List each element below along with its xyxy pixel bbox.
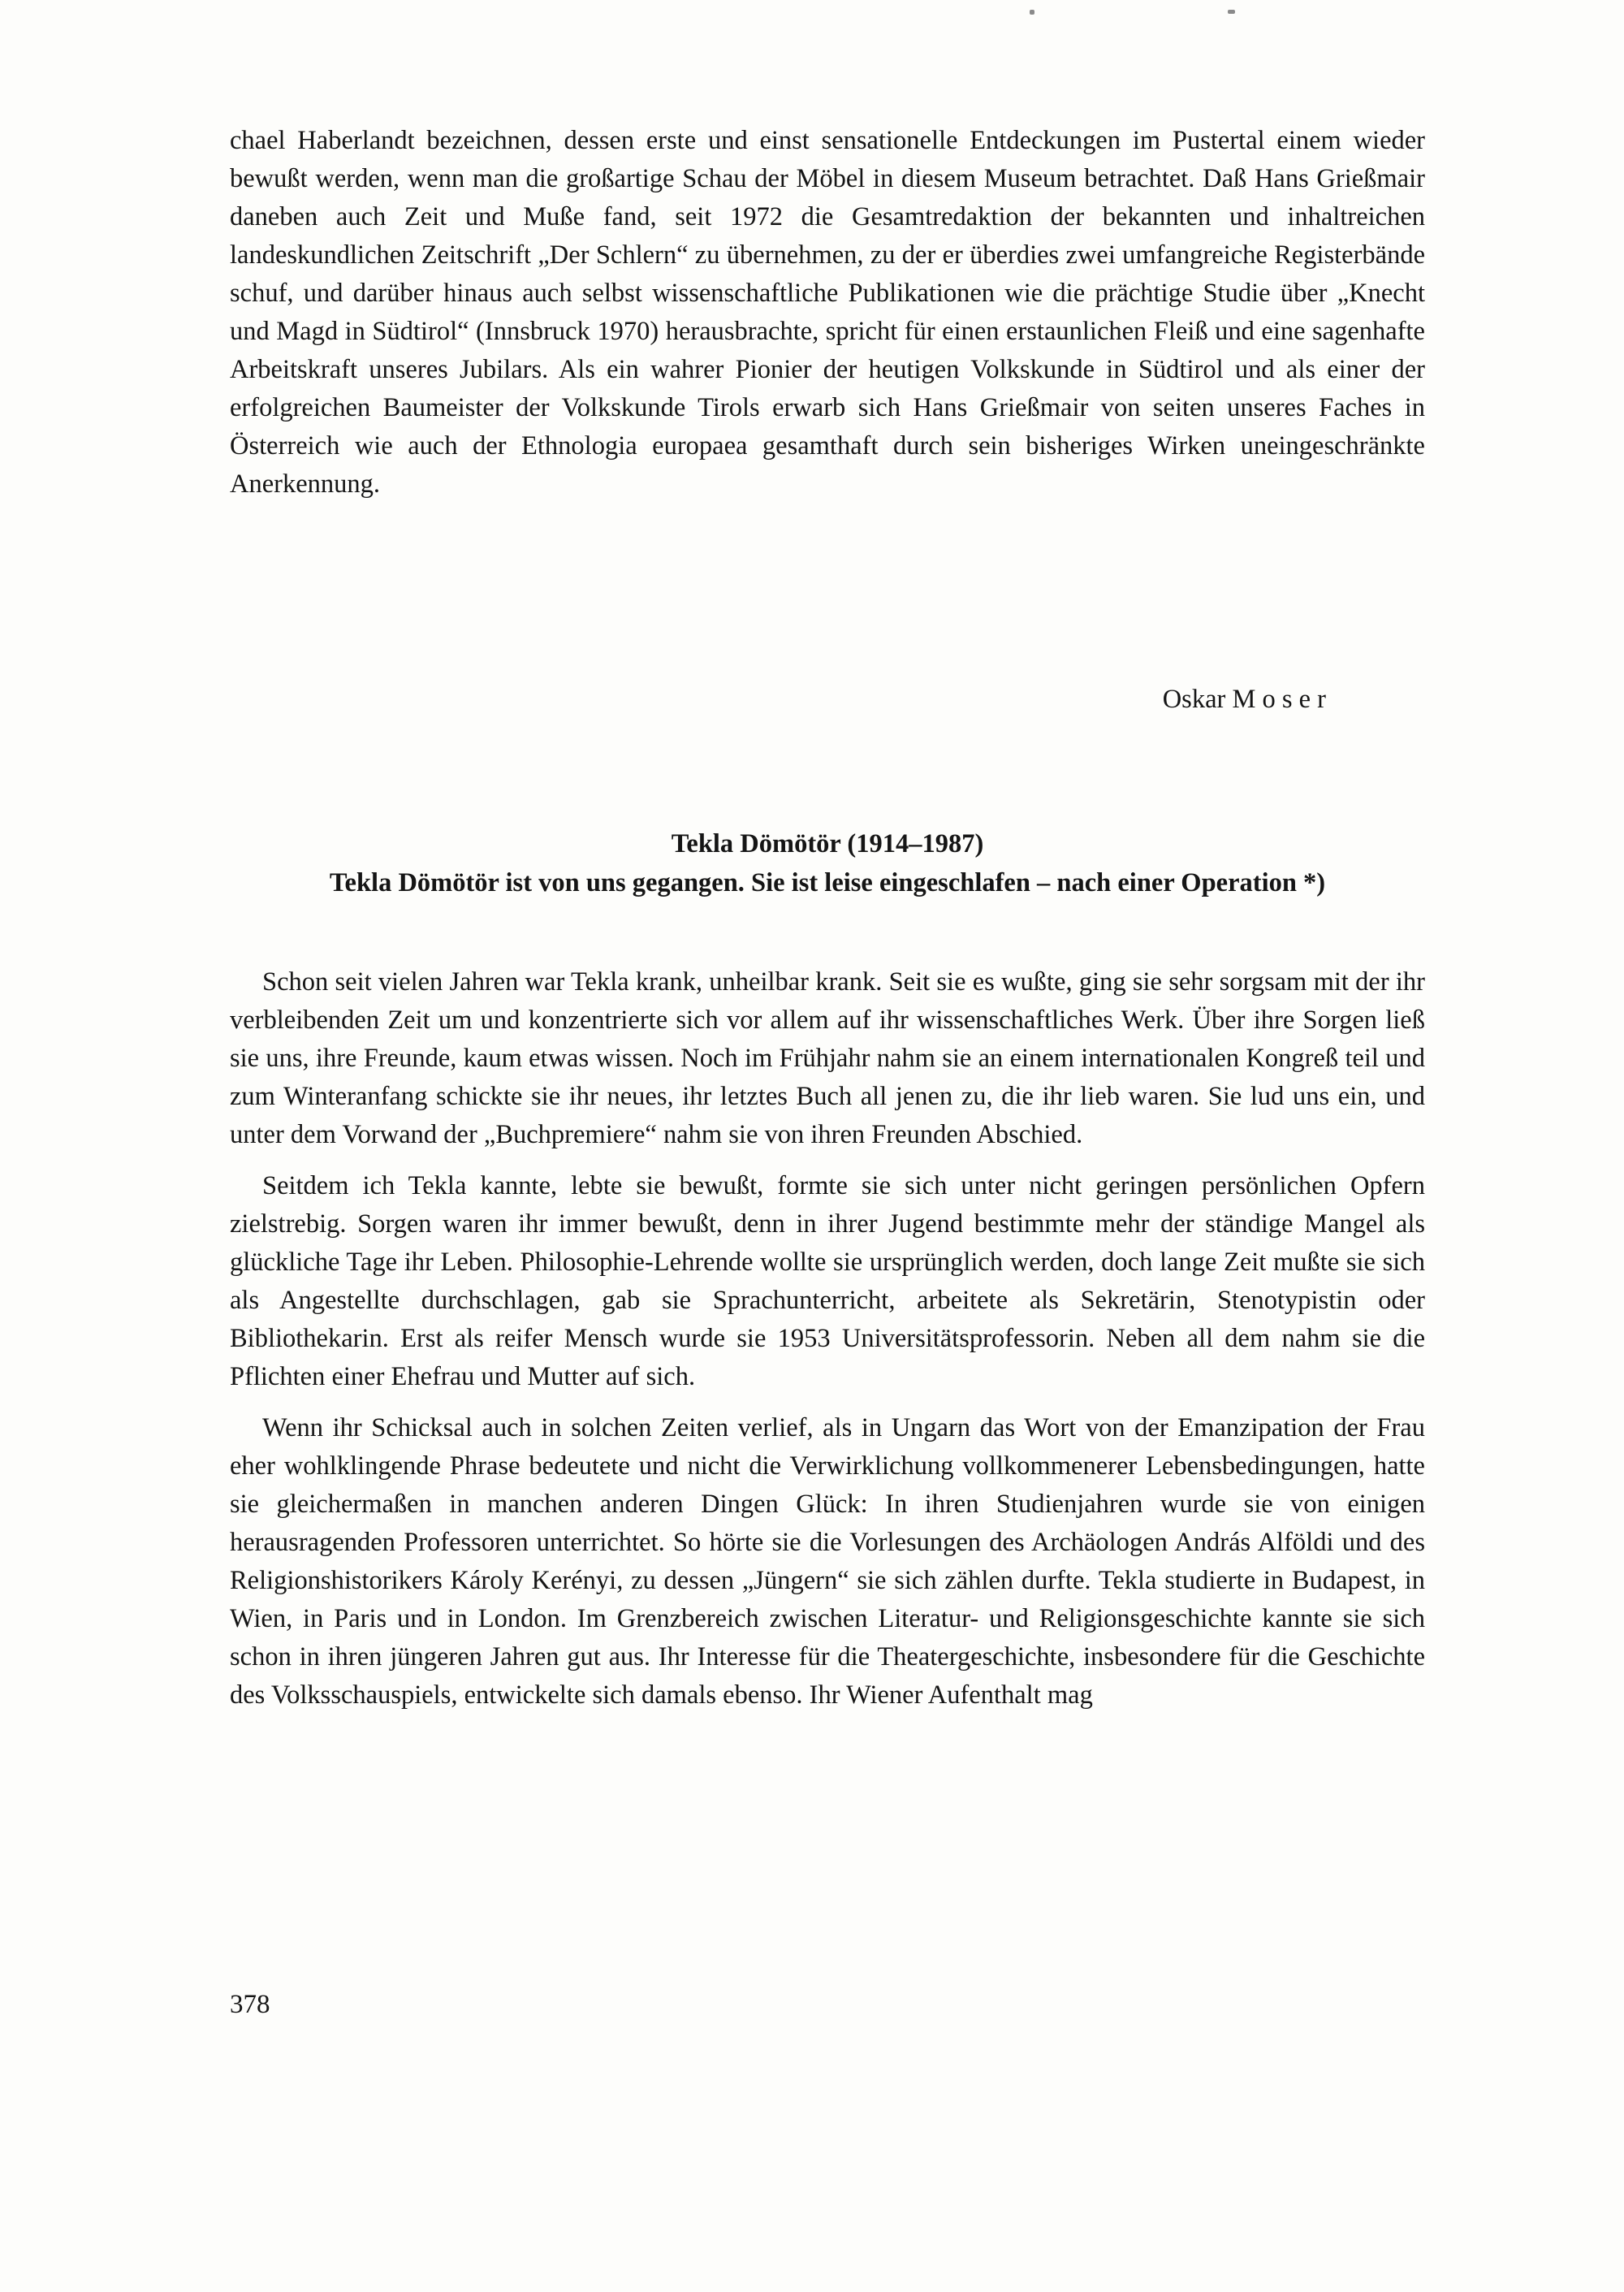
continuation-text-block: [230, 122, 1425, 504]
obituary-title: Tekla Dömötör (1914–1987): [671, 829, 984, 858]
page-number: 378: [230, 1990, 270, 2019]
obituary-body: [230, 963, 1425, 1728]
author-signature: Oskar M o s e r: [1162, 685, 1326, 714]
paragraph-continuation: chael Haberlandt bezeichnen, dessen erste und einst sensationelle Entdeckungen im Pustertal einem wieder bewußt werden, wenn man die großartige Schau der Möbel in diesem Museum betrachtet. Daß Hans Grießmair daneben auch Zeit und Muße fand, seit 1972 die Gesamtredaktion der bekannten und inhaltreichen landeskundlichen Zeitschrift „Der Schlern“ zu übernehmen, zu der er überdies zwei umfangreiche Registerbände schuf, und darüber hinaus auch selbst wissenschaftliche Publikationen wie die prächtige Studie über „Knecht und Magd in Südtirol“ (Innsbruck 1970) herausbrachte, spricht für einen erstaunlichen Fleiß und eine sagenhafte Arbeitskraft unseres Jubilars. Als ein wahrer Pionier der heutigen Volkskunde in Südtirol und als einer der erfolgreichen Baumeister der Volkskunde Tirols erwarb sich Hans Grießmair von seiten unseres Faches in Österreich wie auch der Ethnologia europaea gesamthaft durch sein bisheriges Wirken uneingeschränkte Anerkennung.: [230, 126, 1425, 499]
scan-artifact: [1228, 10, 1235, 14]
scan-artifact: [1030, 10, 1034, 15]
obituary-heading: [230, 824, 1425, 902]
paragraph: Schon seit vielen Jahren war Tekla krank, unheilbar krank. Seit sie es wußte, ging sie sehr sorgsam mit der ihr verbleibenden Zeit um und konzentrierte sich vor allem auf ihr wissenschaftliches Werk. Über ihre Sorgen ließ sie uns, ihre Freunde, kaum etwas wissen. Noch im Frühjahr nahm sie an einem internationalen Kongreß teil und zum Winteranfang schickte sie ihr neues, ihr letztes Buch all jenen zu, die ihr lieb waren. Sie lud uns ein, und unter dem Vorwand der „Buchpremiere“ nahm sie von ihren Freunden Abschied.: [230, 967, 1425, 1149]
obituary-subtitle: Tekla Dömötör ist von uns gegangen. Sie ist leise eingeschlafen – nach einer Operation *): [329, 868, 1326, 897]
paragraph: Seitdem ich Tekla kannte, lebte sie bewußt, formte sie sich unter nicht geringen persönlichen Opfern zielstrebig. Sorgen waren ihr immer bewußt, denn in ihrer Jugend bestimmte mehr der ständige Mangel als glückliche Tage ihr Leben. Philosophie-Lehrende wollte sie ursprünglich werden, doch lange Zeit mußte sie sich als Angestellte durchschlagen, gab sie Sprachunterricht, arbeitete als Sekretärin, Stenotypistin oder Bibliothekarin. Erst als reifer Mensch wurde sie 1953 Universitätsprofessorin. Neben all dem nahm sie die Pflichten einer Ehefrau und Mutter auf sich.: [230, 1171, 1425, 1391]
paragraph: Wenn ihr Schicksal auch in solchen Zeiten verlief, als in Ungarn das Wort von der Emanzipation der Frau eher wohlklingende Phrase bedeutete und nicht die Verwirklichung vollkommenerer Lebensbedingungen, hatte sie gleichermaßen in manchen anderen Dingen Glück: In ihren Studienjahren wurde sie von einigen herausragenden Professoren unterrichtet. So hörte sie die Vorlesungen des Archäologen András Alföldi und des Religionshistorikers Károly Kerényi, zu dessen „Jüngern“ sie sich zählen durfte. Tekla studierte in Budapest, in Wien, in Paris und in London. Im Grenzbereich zwischen Literatur- und Religionsgeschichte kannte sie sich schon in ihren jüngeren Jahren gut aus. Ihr Interesse für die Theatergeschichte, insbesondere für die Geschichte des Volksschauspiels, entwickelte sich damals ebenso. Ihr Wiener Aufenthalt mag: [230, 1413, 1425, 1710]
